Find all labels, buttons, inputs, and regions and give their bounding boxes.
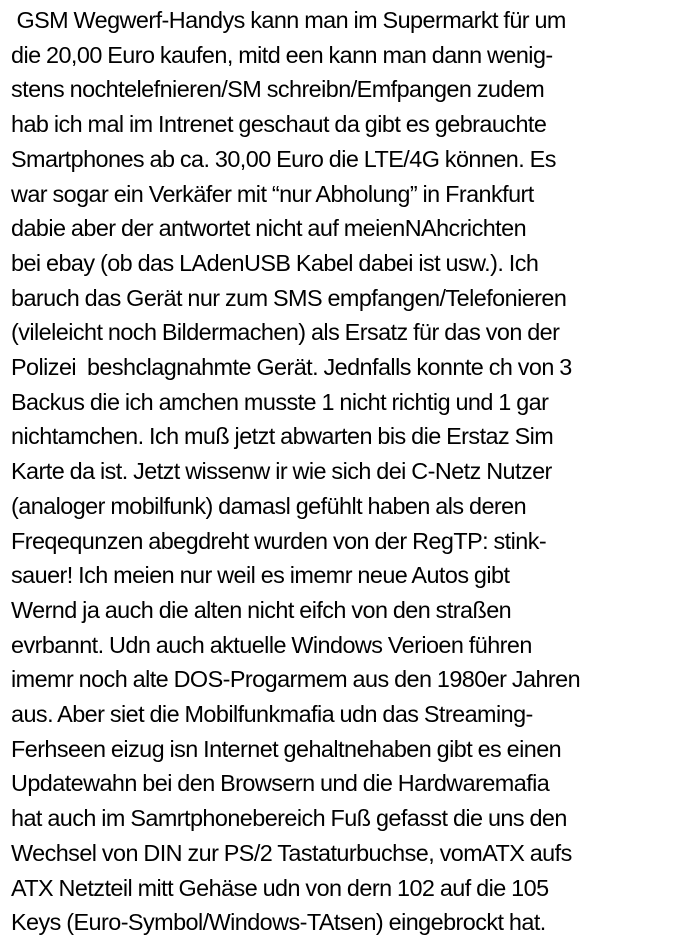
- text-line: sauer! Ich meien nur weil es imemr neue Autos gibt: [11, 562, 510, 589]
- text-line: Wechsel von DIN zur PS/2 Tastaturbuchse, vomATX aufs: [11, 839, 572, 866]
- text-line: nichtamchen. Ich muß jetzt abwarten bis die Erstaz Sim: [11, 423, 554, 450]
- text-line: Polizei beshclagnahmte Gerät. Jednfalls konnte ch von 3: [11, 354, 572, 381]
- text-line: imemr noch alte DOS-Progarmem aus den 1980er Jahren: [11, 666, 581, 693]
- text-line: hat auch im Samrtphonebereich Fuß gefasst die uns den: [11, 805, 567, 832]
- text-line: die 20,00 Euro kaufen, mitd een kann man dann wenig-: [11, 41, 553, 68]
- text-line: hab ich mal im Intrenet geschaut da gibt es gebrauchte: [11, 111, 547, 138]
- text-line: Smartphones ab ca. 30,00 Euro die LTE/4G können. Es: [11, 145, 556, 172]
- text-line: aus. Aber siet die Mobilfunkmafia udn das Streaming-: [11, 701, 533, 728]
- text-line: bei ebay (ob das LAdenUSB Kabel dabei ist usw.). Ich: [11, 249, 539, 276]
- body-text: [11, 3, 681, 940]
- text-line: (vileleicht noch Bildermachen) als Ersatz für das von der: [11, 319, 560, 346]
- text-line: Updatewahn bei den Browsern und die Hardwaremafia: [11, 770, 550, 797]
- text-line: Backus die ich amchen musste 1 nicht richtig und 1 gar: [11, 388, 549, 415]
- text-line: GSM Wegwerf-Handys kann man im Supermarkt für um: [11, 7, 566, 33]
- text-line: baruch das Gerät nur zum SMS empfangen/Telefonieren: [11, 284, 567, 311]
- text-line: Karte da ist. Jetzt wissenw ir wie sich dei C-Netz Nutzer: [11, 458, 552, 485]
- text-line: (analoger mobilfunk) damasl gefühlt haben als deren: [11, 492, 527, 519]
- text-line: Ferhseen eizug isn Internet gehaltnehaben gibt es einen: [11, 735, 562, 762]
- text-line: Freqequnzen abegdreht wurden von der RegTP: stink-: [11, 527, 547, 554]
- text-line: evrbannt. Udn auch aktuelle Windows Verioen führen: [11, 631, 532, 658]
- text-line: Wernd ja auch die alten nicht eifch von den straßen: [11, 596, 512, 623]
- text-line: stens nochtelefnieren/SM schreibn/Emfpangen zudem: [11, 76, 545, 103]
- text-line: war sogar ein Verkäfer mit “nur Abholung” in Frankfurt: [11, 180, 534, 207]
- text-line: Keys (Euro-Symbol/Windows-TAtsen) eingebrockt hat.: [11, 909, 546, 936]
- text-line: ATX Netzteil mitt Gehäse udn von dern 102 auf die 105: [11, 874, 549, 901]
- text-line: dabie aber der antwortet nicht auf meienNAhcrichten: [11, 215, 527, 242]
